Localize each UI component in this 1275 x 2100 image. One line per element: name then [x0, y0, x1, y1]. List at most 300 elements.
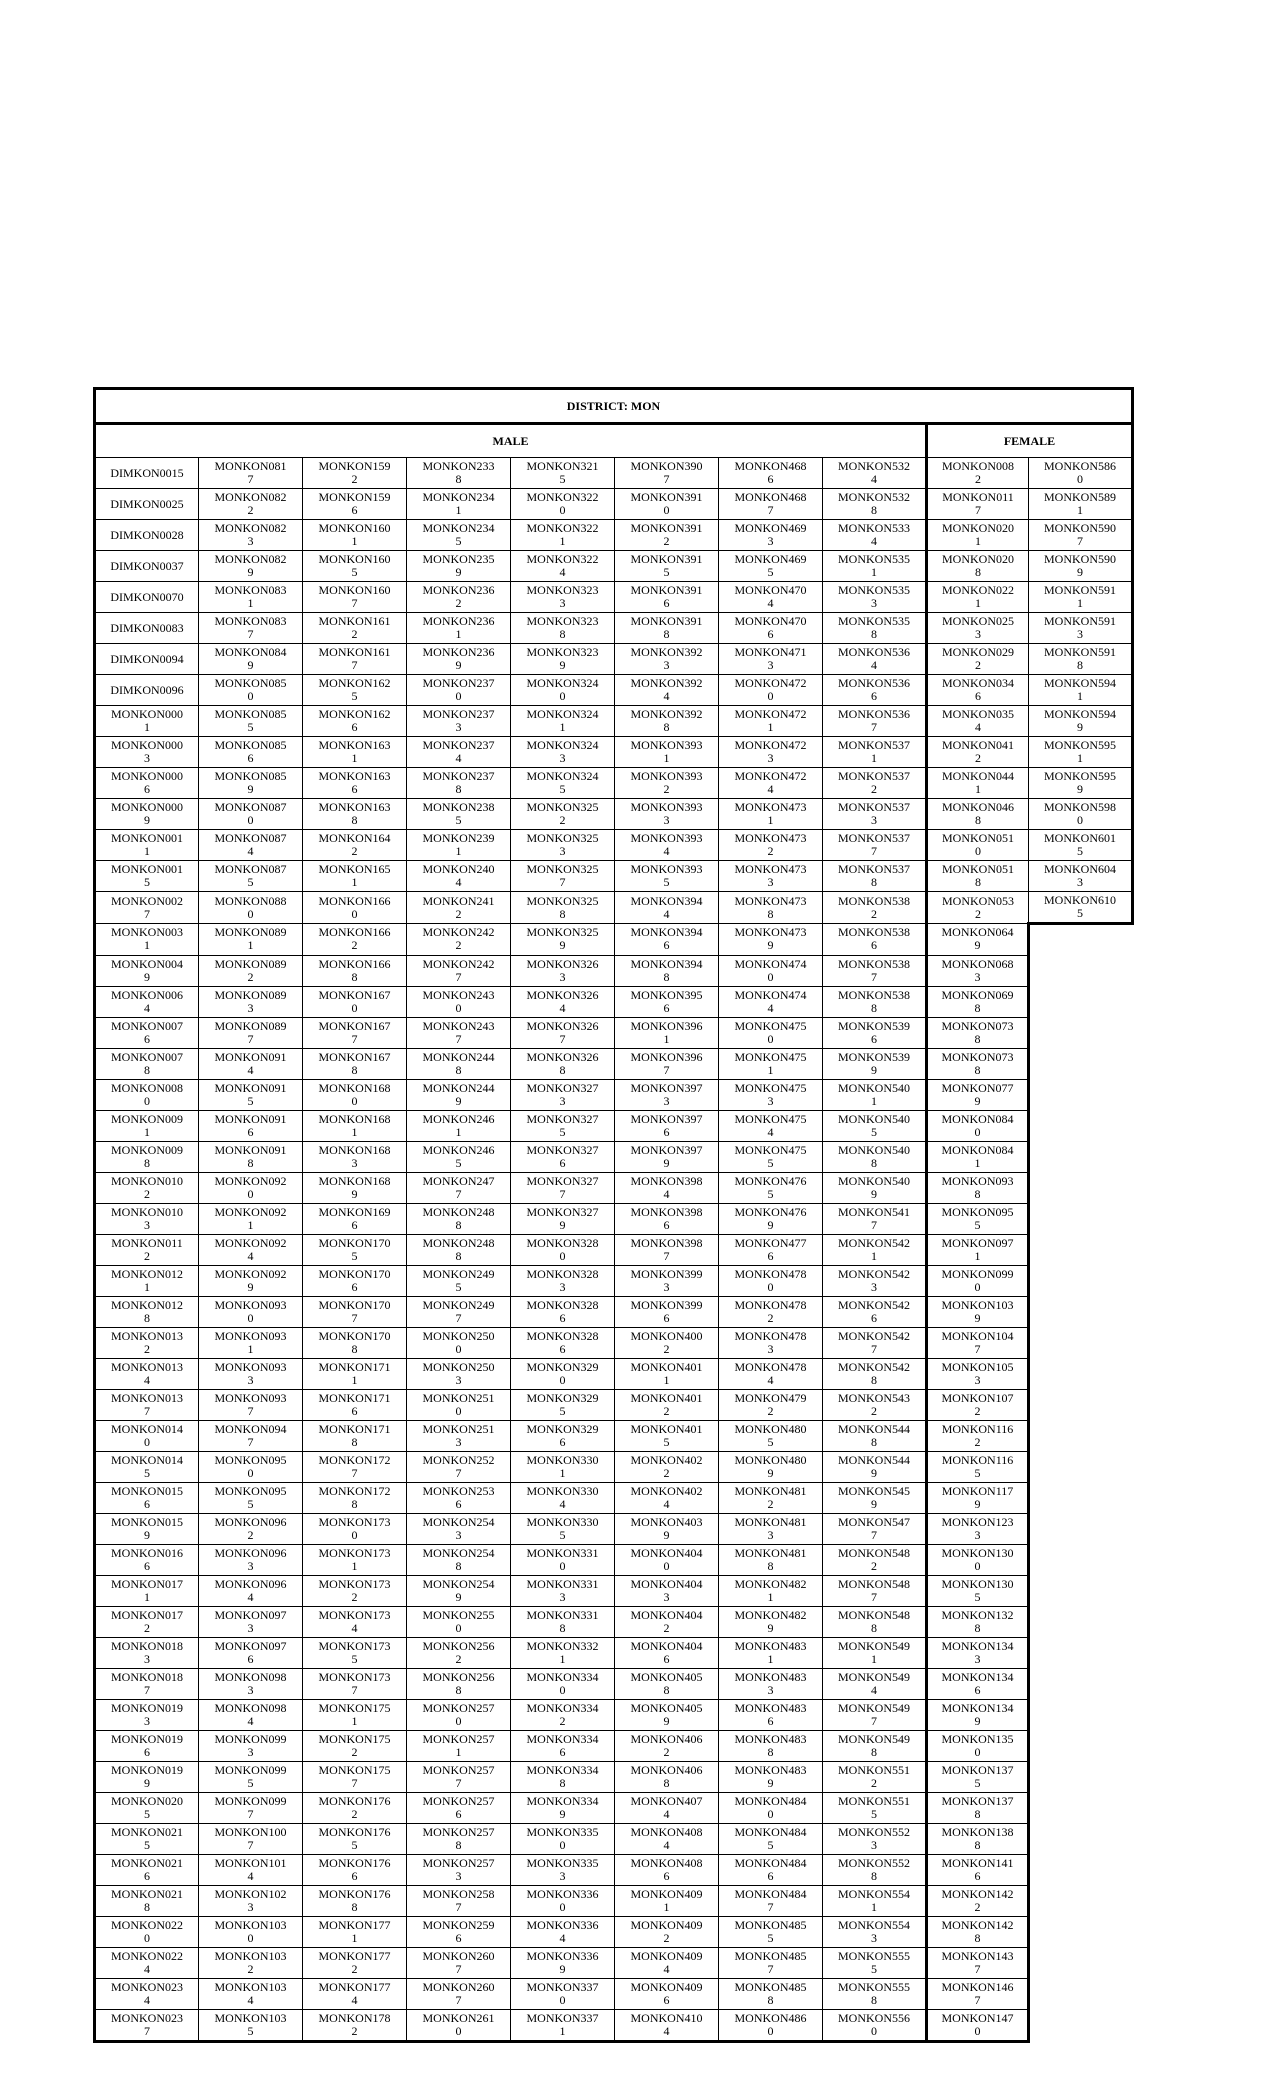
male-id-cell: MONKON485 8 — [719, 1978, 823, 2009]
table-row — [95, 924, 1133, 956]
male-id-cell: MONKON167 7 — [303, 1017, 407, 1048]
beneficiary-table — [93, 387, 1134, 2043]
empty-cell — [1029, 1048, 1133, 1079]
male-id-cell: MONKON393 2 — [615, 768, 719, 799]
male-id-cell: MONKON532 4 — [823, 458, 927, 489]
male-id-cell: MONKON177 4 — [303, 1978, 407, 2009]
male-id-cell: MONKON483 1 — [719, 1637, 823, 1668]
male-id-cell: MONKON324 5 — [511, 768, 615, 799]
male-id-cell: MONKON010 2 — [95, 1172, 199, 1203]
male-id-cell: MONKON478 0 — [719, 1265, 823, 1296]
male-id-cell: MONKON544 8 — [823, 1420, 927, 1451]
male-id-cell: MONKON481 2 — [719, 1482, 823, 1513]
male-id-cell: MONKON392 8 — [615, 706, 719, 737]
table-row — [95, 1358, 1133, 1389]
female-id-cell: MONKON084 1 — [927, 1141, 1029, 1172]
male-id-cell: MONKON248 8 — [407, 1203, 511, 1234]
male-id-cell: MONKON252 7 — [407, 1451, 511, 1482]
female-id-cell: MONKON137 8 — [927, 1792, 1029, 1823]
district-sheet — [93, 387, 1134, 2043]
female-id-cell: MONKON022 1 — [927, 582, 1029, 613]
male-id-cell: MONKON406 2 — [615, 1730, 719, 1761]
female-id-cell: MONKON130 5 — [927, 1575, 1029, 1606]
male-id-cell: MONKON003 1 — [95, 924, 199, 956]
male-id-cell: MONKON408 6 — [615, 1854, 719, 1885]
empty-cell — [1029, 1544, 1133, 1575]
male-id-cell: MONKON535 3 — [823, 582, 927, 613]
male-id-cell: MONKON554 1 — [823, 1885, 927, 1916]
male-id-cell: MONKON538 7 — [823, 955, 927, 986]
table-row — [95, 955, 1133, 986]
male-id-cell: MONKON552 8 — [823, 1854, 927, 1885]
empty-cell — [1029, 1327, 1133, 1358]
male-id-cell: MONKON160 5 — [303, 551, 407, 582]
empty-cell — [1029, 1017, 1133, 1048]
empty-cell — [1029, 1265, 1133, 1296]
table-row — [95, 1823, 1133, 1854]
male-id-cell: MONKON484 5 — [719, 1823, 823, 1854]
male-id-cell: MONKON475 5 — [719, 1141, 823, 1172]
table-row — [95, 1203, 1133, 1234]
table-row — [95, 489, 1133, 520]
table-row — [95, 737, 1133, 768]
male-id-cell: MONKON160 1 — [303, 520, 407, 551]
male-id-cell: MONKON159 2 — [303, 458, 407, 489]
male-id-cell: MONKON167 8 — [303, 1048, 407, 1079]
male-id-cell: MONKON170 5 — [303, 1234, 407, 1265]
male-id-cell: MONKON242 7 — [407, 955, 511, 986]
empty-cell — [1029, 1606, 1133, 1637]
male-id-cell: MONKON326 3 — [511, 955, 615, 986]
male-id-cell: MONKON472 0 — [719, 675, 823, 706]
male-id-cell: MONKON406 8 — [615, 1761, 719, 1792]
male-id-cell: MONKON098 4 — [199, 1699, 303, 1730]
male-id-cell: DIMKON0015 — [95, 458, 199, 489]
empty-cell — [1029, 1451, 1133, 1482]
male-id-cell: MONKON327 9 — [511, 1203, 615, 1234]
male-id-cell: MONKON327 6 — [511, 1141, 615, 1172]
male-id-cell: MONKON260 7 — [407, 1947, 511, 1978]
male-id-cell: MONKON103 0 — [199, 1916, 303, 1947]
male-id-cell: MONKON395 6 — [615, 986, 719, 1017]
male-id-cell: MONKON253 6 — [407, 1482, 511, 1513]
male-id-cell: MONKON091 5 — [199, 1079, 303, 1110]
male-id-cell: MONKON236 9 — [407, 644, 511, 675]
table-row — [95, 1513, 1133, 1544]
male-id-cell: MONKON556 0 — [823, 2009, 927, 2041]
male-id-cell: MONKON162 6 — [303, 706, 407, 737]
male-id-cell: MONKON244 8 — [407, 1048, 511, 1079]
male-id-cell: MONKON017 1 — [95, 1575, 199, 1606]
male-id-cell: MONKON479 2 — [719, 1389, 823, 1420]
male-id-cell: MONKON170 8 — [303, 1327, 407, 1358]
male-id-cell: MONKON535 8 — [823, 613, 927, 644]
male-id-cell: MONKON093 0 — [199, 1296, 303, 1327]
table-row — [95, 520, 1133, 551]
male-id-cell: MONKON022 4 — [95, 1947, 199, 1978]
male-id-cell: MONKON088 0 — [199, 892, 303, 924]
male-id-cell: MONKON322 4 — [511, 551, 615, 582]
male-id-cell: MONKON470 6 — [719, 613, 823, 644]
empty-cell — [1029, 924, 1133, 956]
empty-cell — [1029, 1141, 1133, 1172]
female-id-cell: MONKON117 9 — [927, 1482, 1029, 1513]
male-id-cell: MONKON326 8 — [511, 1048, 615, 1079]
male-id-cell: MONKON399 6 — [615, 1296, 719, 1327]
female-id-cell: MONKON123 3 — [927, 1513, 1029, 1544]
male-id-cell: MONKON391 2 — [615, 520, 719, 551]
male-id-cell: MONKON162 5 — [303, 675, 407, 706]
male-id-cell: MONKON082 3 — [199, 520, 303, 551]
male-id-cell: MONKON258 7 — [407, 1885, 511, 1916]
male-id-cell: MONKON468 7 — [719, 489, 823, 520]
male-id-cell: MONKON095 0 — [199, 1451, 303, 1482]
male-id-cell: MONKON337 1 — [511, 2009, 615, 2041]
male-id-cell: MONKON328 0 — [511, 1234, 615, 1265]
male-id-cell: DIMKON0025 — [95, 489, 199, 520]
empty-cell — [1029, 986, 1133, 1017]
male-id-cell: MONKON002 7 — [95, 892, 199, 924]
male-id-cell: MONKON175 2 — [303, 1730, 407, 1761]
male-id-cell: MONKON081 7 — [199, 458, 303, 489]
male-id-cell: MONKON015 6 — [95, 1482, 199, 1513]
male-id-cell: MONKON023 4 — [95, 1978, 199, 2009]
table-row — [95, 1141, 1133, 1172]
table-row — [95, 1978, 1133, 2009]
male-id-cell: MONKON091 8 — [199, 1141, 303, 1172]
male-id-cell: MONKON007 6 — [95, 1017, 199, 1048]
female-id-cell: MONKON104 7 — [927, 1327, 1029, 1358]
male-id-cell: MONKON554 3 — [823, 1916, 927, 1947]
male-id-cell: MONKON018 7 — [95, 1668, 199, 1699]
male-id-cell: MONKON404 6 — [615, 1637, 719, 1668]
male-id-cell: MONKON405 8 — [615, 1668, 719, 1699]
male-id-cell: MONKON398 4 — [615, 1172, 719, 1203]
male-id-cell: MONKON327 5 — [511, 1110, 615, 1141]
male-id-cell: MONKON248 8 — [407, 1234, 511, 1265]
male-id-cell: MONKON332 1 — [511, 1637, 615, 1668]
male-id-cell: MONKON401 5 — [615, 1420, 719, 1451]
male-id-cell: MONKON392 3 — [615, 644, 719, 675]
male-id-cell: MONKON012 8 — [95, 1296, 199, 1327]
male-id-cell: MONKON161 7 — [303, 644, 407, 675]
male-id-cell: MONKON545 9 — [823, 1482, 927, 1513]
male-id-cell: MONKON089 3 — [199, 986, 303, 1017]
male-id-cell: MONKON102 3 — [199, 1885, 303, 1916]
female-id-cell: MONKON011 7 — [927, 489, 1029, 520]
female-id-cell: MONKON132 8 — [927, 1606, 1029, 1637]
male-id-cell: DIMKON0070 — [95, 582, 199, 613]
male-id-cell: MONKON000 6 — [95, 768, 199, 799]
male-id-cell: MONKON548 2 — [823, 1544, 927, 1575]
male-id-cell: MONKON097 6 — [199, 1637, 303, 1668]
male-id-cell: MONKON241 2 — [407, 892, 511, 924]
empty-cell — [1029, 1172, 1133, 1203]
male-id-cell: MONKON250 0 — [407, 1327, 511, 1358]
empty-cell — [1029, 1234, 1133, 1265]
male-id-cell: MONKON472 4 — [719, 768, 823, 799]
female-id-cell: MONKON604 3 — [1029, 861, 1133, 892]
male-id-cell: MONKON394 8 — [615, 955, 719, 986]
male-id-cell: MONKON176 2 — [303, 1792, 407, 1823]
male-id-cell: MONKON552 3 — [823, 1823, 927, 1854]
male-id-cell: MONKON014 5 — [95, 1451, 199, 1482]
female-id-cell: MONKON034 6 — [927, 675, 1029, 706]
male-id-cell: MONKON244 9 — [407, 1079, 511, 1110]
empty-cell — [1029, 1575, 1133, 1606]
male-id-cell: MONKON103 2 — [199, 1947, 303, 1978]
empty-cell — [1029, 1885, 1133, 1916]
table-row — [95, 1172, 1133, 1203]
female-id-cell: MONKON103 9 — [927, 1296, 1029, 1327]
male-id-cell: MONKON542 1 — [823, 1234, 927, 1265]
male-id-cell: MONKON247 7 — [407, 1172, 511, 1203]
male-id-cell: MONKON326 4 — [511, 986, 615, 1017]
female-id-cell: MONKON591 8 — [1029, 644, 1133, 675]
male-id-cell: MONKON256 2 — [407, 1637, 511, 1668]
male-id-cell: MONKON532 8 — [823, 489, 927, 520]
male-id-cell: MONKON238 5 — [407, 799, 511, 830]
male-id-cell: MONKON163 1 — [303, 737, 407, 768]
male-id-cell: MONKON475 3 — [719, 1079, 823, 1110]
female-id-cell: MONKON591 1 — [1029, 582, 1133, 613]
male-id-cell: MONKON176 5 — [303, 1823, 407, 1854]
table-row — [95, 1699, 1133, 1730]
male-id-cell: MONKON331 3 — [511, 1575, 615, 1606]
male-id-cell: MONKON483 9 — [719, 1761, 823, 1792]
empty-cell — [1029, 1358, 1133, 1389]
male-id-cell: MONKON099 3 — [199, 1730, 303, 1761]
male-id-cell: MONKON173 4 — [303, 1606, 407, 1637]
male-id-cell: MONKON335 0 — [511, 1823, 615, 1854]
table-row — [95, 551, 1133, 582]
male-id-cell: MONKON402 2 — [615, 1451, 719, 1482]
female-id-cell: MONKON051 8 — [927, 861, 1029, 892]
male-id-cell: MONKON000 3 — [95, 737, 199, 768]
male-id-cell: MONKON536 4 — [823, 644, 927, 675]
male-id-cell: MONKON473 9 — [719, 924, 823, 956]
male-id-cell: MONKON173 5 — [303, 1637, 407, 1668]
male-id-cell: MONKON020 5 — [95, 1792, 199, 1823]
empty-cell — [1029, 1389, 1133, 1420]
table-row — [95, 1110, 1133, 1141]
male-id-cell: MONKON331 0 — [511, 1544, 615, 1575]
female-id-cell: MONKON069 8 — [927, 986, 1029, 1017]
female-id-cell: MONKON147 0 — [927, 2009, 1029, 2041]
table-row — [95, 768, 1133, 799]
male-id-cell: MONKON468 6 — [719, 458, 823, 489]
empty-cell — [1029, 1761, 1133, 1792]
male-id-cell: MONKON402 4 — [615, 1482, 719, 1513]
male-id-cell: MONKON249 7 — [407, 1296, 511, 1327]
table-row — [95, 458, 1133, 489]
male-id-cell: MONKON168 3 — [303, 1141, 407, 1172]
male-id-cell: MONKON085 9 — [199, 768, 303, 799]
table-row — [95, 613, 1133, 644]
male-id-cell: MONKON391 8 — [615, 613, 719, 644]
female-id-cell: MONKON137 5 — [927, 1761, 1029, 1792]
male-id-cell: MONKON013 2 — [95, 1327, 199, 1358]
male-id-cell: MONKON019 9 — [95, 1761, 199, 1792]
male-id-cell: MONKON398 7 — [615, 1234, 719, 1265]
male-id-cell: MONKON539 9 — [823, 1048, 927, 1079]
male-id-cell: MONKON327 3 — [511, 1079, 615, 1110]
male-id-cell: MONKON087 5 — [199, 861, 303, 892]
female-id-cell: MONKON134 9 — [927, 1699, 1029, 1730]
female-header: FEMALE — [927, 424, 1133, 458]
male-id-cell: MONKON173 1 — [303, 1544, 407, 1575]
female-id-cell: MONKON143 7 — [927, 1947, 1029, 1978]
male-id-cell: MONKON330 1 — [511, 1451, 615, 1482]
male-id-cell: MONKON542 8 — [823, 1358, 927, 1389]
female-id-cell: MONKON134 6 — [927, 1668, 1029, 1699]
male-id-cell: MONKON173 2 — [303, 1575, 407, 1606]
table-row — [95, 1916, 1133, 1947]
female-id-cell: MONKON590 9 — [1029, 551, 1133, 582]
male-id-cell: MONKON486 0 — [719, 2009, 823, 2041]
male-id-cell: MONKON257 0 — [407, 1699, 511, 1730]
male-id-cell: MONKON538 2 — [823, 892, 927, 924]
male-id-cell: MONKON538 6 — [823, 924, 927, 956]
male-id-cell: MONKON393 1 — [615, 737, 719, 768]
male-id-cell: MONKON336 0 — [511, 1885, 615, 1916]
male-id-cell: MONKON094 7 — [199, 1420, 303, 1451]
empty-cell — [1029, 1420, 1133, 1451]
male-id-cell: MONKON236 2 — [407, 582, 511, 613]
male-id-cell: MONKON166 2 — [303, 924, 407, 956]
female-id-cell: MONKON077 9 — [927, 1079, 1029, 1110]
male-id-cell: MONKON257 8 — [407, 1823, 511, 1854]
male-id-cell: MONKON541 7 — [823, 1203, 927, 1234]
male-id-cell: MONKON082 9 — [199, 551, 303, 582]
female-id-cell: MONKON093 8 — [927, 1172, 1029, 1203]
male-id-cell: MONKON555 5 — [823, 1947, 927, 1978]
table-row — [95, 1327, 1133, 1358]
female-id-cell: MONKON044 1 — [927, 768, 1029, 799]
table-row — [95, 1792, 1133, 1823]
table-row — [95, 799, 1133, 830]
male-id-cell: MONKON234 5 — [407, 520, 511, 551]
male-id-cell: MONKON171 6 — [303, 1389, 407, 1420]
female-id-cell: MONKON041 2 — [927, 737, 1029, 768]
male-id-cell: MONKON477 6 — [719, 1234, 823, 1265]
male-id-cell: MONKON091 4 — [199, 1048, 303, 1079]
male-id-cell: MONKON549 4 — [823, 1668, 927, 1699]
male-id-cell: MONKON393 5 — [615, 861, 719, 892]
female-id-cell: MONKON008 2 — [927, 458, 1029, 489]
male-id-cell: MONKON000 1 — [95, 706, 199, 737]
male-id-cell: MONKON548 7 — [823, 1575, 927, 1606]
table-row — [95, 1730, 1133, 1761]
male-id-cell: MONKON013 7 — [95, 1389, 199, 1420]
male-id-cell: MONKON254 8 — [407, 1544, 511, 1575]
male-id-cell: MONKON399 3 — [615, 1265, 719, 1296]
male-id-cell: MONKON260 7 — [407, 1978, 511, 2009]
empty-cell — [1029, 955, 1133, 986]
male-id-cell: MONKON326 7 — [511, 1017, 615, 1048]
male-id-cell: MONKON334 9 — [511, 1792, 615, 1823]
male-id-cell: MONKON022 0 — [95, 1916, 199, 1947]
male-id-cell: MONKON256 8 — [407, 1668, 511, 1699]
table-row — [95, 1234, 1133, 1265]
male-id-cell: MONKON404 0 — [615, 1544, 719, 1575]
female-id-cell: MONKON135 0 — [927, 1730, 1029, 1761]
male-id-cell: MONKON083 1 — [199, 582, 303, 613]
male-id-cell: MONKON323 8 — [511, 613, 615, 644]
female-id-cell: MONKON107 2 — [927, 1389, 1029, 1420]
male-header: MALE — [95, 424, 927, 458]
female-id-cell: MONKON116 5 — [927, 1451, 1029, 1482]
male-id-cell: MONKON237 8 — [407, 768, 511, 799]
female-id-cell: MONKON130 0 — [927, 1544, 1029, 1575]
table-row — [95, 986, 1133, 1017]
female-id-cell: MONKON595 1 — [1029, 737, 1133, 768]
female-id-cell: MONKON594 9 — [1029, 706, 1133, 737]
male-id-cell: MONKON175 7 — [303, 1761, 407, 1792]
male-id-cell: MONKON006 4 — [95, 986, 199, 1017]
male-id-cell: MONKON173 7 — [303, 1668, 407, 1699]
male-id-cell: MONKON548 8 — [823, 1606, 927, 1637]
table-row — [95, 1048, 1133, 1079]
male-id-cell: MONKON537 2 — [823, 768, 927, 799]
male-id-cell: MONKON168 9 — [303, 1172, 407, 1203]
female-id-cell: MONKON020 1 — [927, 520, 1029, 551]
female-id-cell: MONKON598 0 — [1029, 799, 1133, 830]
empty-cell — [1029, 1823, 1133, 1854]
male-id-cell: MONKON168 0 — [303, 1079, 407, 1110]
male-id-cell: MONKON393 4 — [615, 830, 719, 861]
table-row — [95, 582, 1133, 613]
empty-cell — [1029, 1203, 1133, 1234]
male-id-cell: MONKON475 0 — [719, 1017, 823, 1048]
empty-cell — [1029, 1978, 1133, 2009]
male-id-cell: MONKON469 3 — [719, 520, 823, 551]
table-row — [95, 1482, 1133, 1513]
table-row — [95, 1420, 1133, 1451]
male-id-cell: MONKON537 7 — [823, 830, 927, 861]
female-id-cell: MONKON146 7 — [927, 1978, 1029, 2009]
male-id-cell: MONKON178 2 — [303, 2009, 407, 2041]
male-id-cell: MONKON391 5 — [615, 551, 719, 582]
male-id-cell: MONKON336 4 — [511, 1916, 615, 1947]
male-id-cell: MONKON549 8 — [823, 1730, 927, 1761]
table-row — [95, 1544, 1133, 1575]
table-row — [95, 706, 1133, 737]
male-id-cell: MONKON161 2 — [303, 613, 407, 644]
male-id-cell: MONKON480 5 — [719, 1420, 823, 1451]
male-id-cell: MONKON400 2 — [615, 1327, 719, 1358]
male-id-cell: MONKON483 8 — [719, 1730, 823, 1761]
male-id-cell: MONKON484 0 — [719, 1792, 823, 1823]
male-id-cell: MONKON254 9 — [407, 1575, 511, 1606]
male-id-cell: MONKON159 6 — [303, 489, 407, 520]
male-id-cell: MONKON087 0 — [199, 799, 303, 830]
male-id-cell: MONKON012 1 — [95, 1265, 199, 1296]
table-row — [95, 1606, 1133, 1637]
male-id-cell: MONKON019 6 — [95, 1730, 199, 1761]
male-id-cell: DIMKON0028 — [95, 520, 199, 551]
empty-cell — [1029, 2009, 1133, 2041]
male-id-cell: MONKON239 1 — [407, 830, 511, 861]
male-id-cell: MONKON019 3 — [95, 1699, 199, 1730]
male-id-cell: MONKON009 1 — [95, 1110, 199, 1141]
male-id-cell: MONKON410 4 — [615, 2009, 719, 2041]
male-id-cell: MONKON328 3 — [511, 1265, 615, 1296]
male-id-cell: MONKON544 9 — [823, 1451, 927, 1482]
male-id-cell: MONKON336 9 — [511, 1947, 615, 1978]
female-id-cell: MONKON610 5 — [1029, 892, 1133, 924]
male-id-cell: MONKON482 1 — [719, 1575, 823, 1606]
